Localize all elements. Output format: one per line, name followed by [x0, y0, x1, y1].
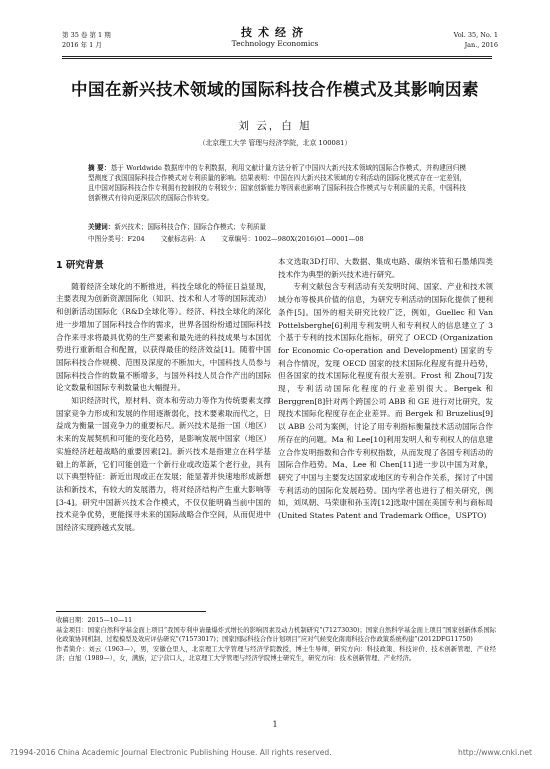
- footnote-rule: [56, 611, 206, 612]
- classification-line: [88, 234, 466, 244]
- keywords: [88, 222, 466, 232]
- section-heading: 1 研究背景: [56, 260, 104, 271]
- watermark-copyright: ?1994-2016 China Academic Journal Electronic Publishing House. All rights reserved.: [10, 748, 332, 757]
- keywords-label: 关键词：: [88, 223, 115, 231]
- body-paragraph: 专利文献包含专利活动有关发明时间、国家、产业和技术领域分布等极具价值的信息，为研究专利活动的国际化提供了便利条件[5]。国外的相关研究比较广泛，例如，Guellec 和 Van Pottelsberghe[6]利用专利发明人和专利权人的信息建立了 3 个基于专利的技术国际化指标，研究了 OECD (Organization for Economic Co-operation and Development) 国家的专利合作情况，发现 OECD 国家的技术国际化程度有提升趋势，但各国家的技术国际化程度有很大差别。Frost 和 Zhou[7]发现，专利活动国际化程度的行业差别很大。Bergek 和 Berggren[8]针对两个跨国公司 ABB 和 GE 进行对比研究，发现技术国际化程度存在企业差异。而 Bergek 和 Bruzelius[9]以 ABB 公司为案例，讨论了用专利指标衡量技术活动国际合作所存在的问题。Ma 和 Lee[10]利用发明人和专利权人的信息建立合作发明指数和合作专利权指数，从而发现了各国专利活动的国际合作趋势。Ma、Lee 和 Chen[11]进一步以中国为对象，研究了中国与主要发达国家或地区的专利合作关系，探讨了中国专利活动的国际化发展趋势。国内学者也进行了相关研究，例如，刘凤朝、马荣康和孙玉涛[12]选取中国在美国专利与商标局 (United States Patent and Trademark Office，USPTO): [278, 282, 493, 521]
- abstract-label: 摘 要：: [88, 164, 111, 172]
- header-rule: [62, 56, 492, 57]
- document-code: 文献标志码：A: [160, 235, 206, 243]
- paper-authors: 刘 云，白 旭: [238, 120, 312, 132]
- abstract-text: 基于 Worldwide 数据库中的专利数据，利用文献计量方法分析了中国四大新兴技术领域的国际合作模式，并构建回归模型测度了我国国际科技合作模式对专利质量的影响。结果表明：中国在四大新兴技术领域的专利活动的国际化模式存在一定差别，且中国对国际科技合作专利拥有控制权的专利较少；国家创新能力等因素也影响了国际科技合作模式与专利质量的关系，中国科技创新模式有待向更深层次的国际合作转变。: [88, 164, 466, 202]
- abstract: [88, 163, 466, 203]
- footnote-authors: 作者简介：刘云（1963—），男，安徽仓里人，北京理工大学管理与经济学院教授，博士生导师，研究方向：科技政策、科技评价、技术创新管理、产业经济；白旭（1989—），女，满族，辽宁营口人，北京理工大学管理与经济学院博士研究生，研究方向：技术创新管理、产业经济。: [56, 645, 496, 663]
- header-volume: 第 35 卷 第 1 期: [62, 31, 111, 39]
- paper-title: 中国在新兴技术领域的国际科技合作模式及其影响因素: [71, 80, 479, 99]
- footnote-funding: 基金项目：国家自然科学基金面上项目“我国专利申请量爆炸式增长的影响因素及动力机制研究”(71273030)；国家自然科学基金面上项目“国家创新体系国际化政策协同机制、过程模型及效应评估研究”(71573017)；国家国际科技合作计划项目“应对气候变化南南科技合作政策系统构建”(2012DFG11750): [56, 626, 496, 644]
- body-paragraph: 本文选取3D打印、大数据、集成电路、碳纳米管和石墨烯四类技术作为典型的新兴技术进行研究。: [278, 257, 493, 279]
- header-date: 2016 年 1 月: [62, 41, 102, 49]
- clc-number: 中图分类号：F204: [88, 235, 145, 243]
- running-header: [0, 0, 550, 58]
- footnotes: [56, 616, 496, 664]
- journal-name-zh: 技术经济: [241, 26, 309, 39]
- header-volume-en: [454, 30, 498, 50]
- keywords-text: 新兴技术；国际科技合作；国际合作模式；专利质量: [114, 223, 267, 231]
- left-column: [56, 256, 271, 535]
- article-number: 文章编号：1002—980X(2016)01—0001—08: [221, 235, 364, 243]
- header-date-en: Jan., 2016: [464, 41, 498, 49]
- right-column: [278, 256, 493, 523]
- page-number: 1: [272, 720, 278, 729]
- footnote-received: 收稿日期：2015—10—11: [56, 617, 133, 624]
- header-vol-en: Vol. 35, No. 1: [453, 31, 498, 39]
- header-rule-thin: [62, 58, 492, 59]
- body-paragraph: 随着经济全球化的不断推进，科技全球化的特征日益显现，主要表现为创新资源国际化（知识、技术和人才等的国际流动）和创新活动国际化（R&D全球化等）。经济、科技全球化的深化进一步增加了国际科技合作的需求，世界各国纷纷通过国际科技合作来寻求将最具优势的生产要素和最先进的科技成果与本国优势进行重新组合和配置，以获得最佳的经济效益[1]。随着中国国际科技合作规模、范围及深度的不断加大，中国科技人员参与国际科技合作的数量不断增多，与国外科技人员合作产出的国际论文数量和国际专利数量也大幅提升。: [56, 281, 271, 393]
- journal-name-en: Technology Economics: [231, 39, 319, 48]
- body-paragraph: 知识经济时代，原材料、资本和劳动力等作为传统要素支撑国家竞争力形成和发展的作用逐渐弱化，技术要素取而代之，日益成为衡量一国竞争力的重要标尺。新兴技术是指一国（地区）未来的发展契机和可能的变化趋势，是影响发展中国家（地区）实施经济赶超战略的重要因素[2]。新兴技术是指建立在科学基础上的革新，它们可能创造一个新行业或改造某个老行业，具有以下典型特征：新近出现或正在发展；能显著并快速地形成新想法和新技术，有较大的发展潜力，将对经济结构产生重大影响等[3-4]。研究中国新兴技术合作模式，不仅仅能明确当前中国的技术竞争优势，更能探寻未来的国际战略合作空间，从而促进中国经济实现跨越式发展。: [56, 396, 271, 533]
- author-affiliation: （北京理工大学 管理与经济学院，北京 100081）: [198, 139, 352, 147]
- watermark-url[interactable]: http://www.cnki.net: [458, 748, 532, 757]
